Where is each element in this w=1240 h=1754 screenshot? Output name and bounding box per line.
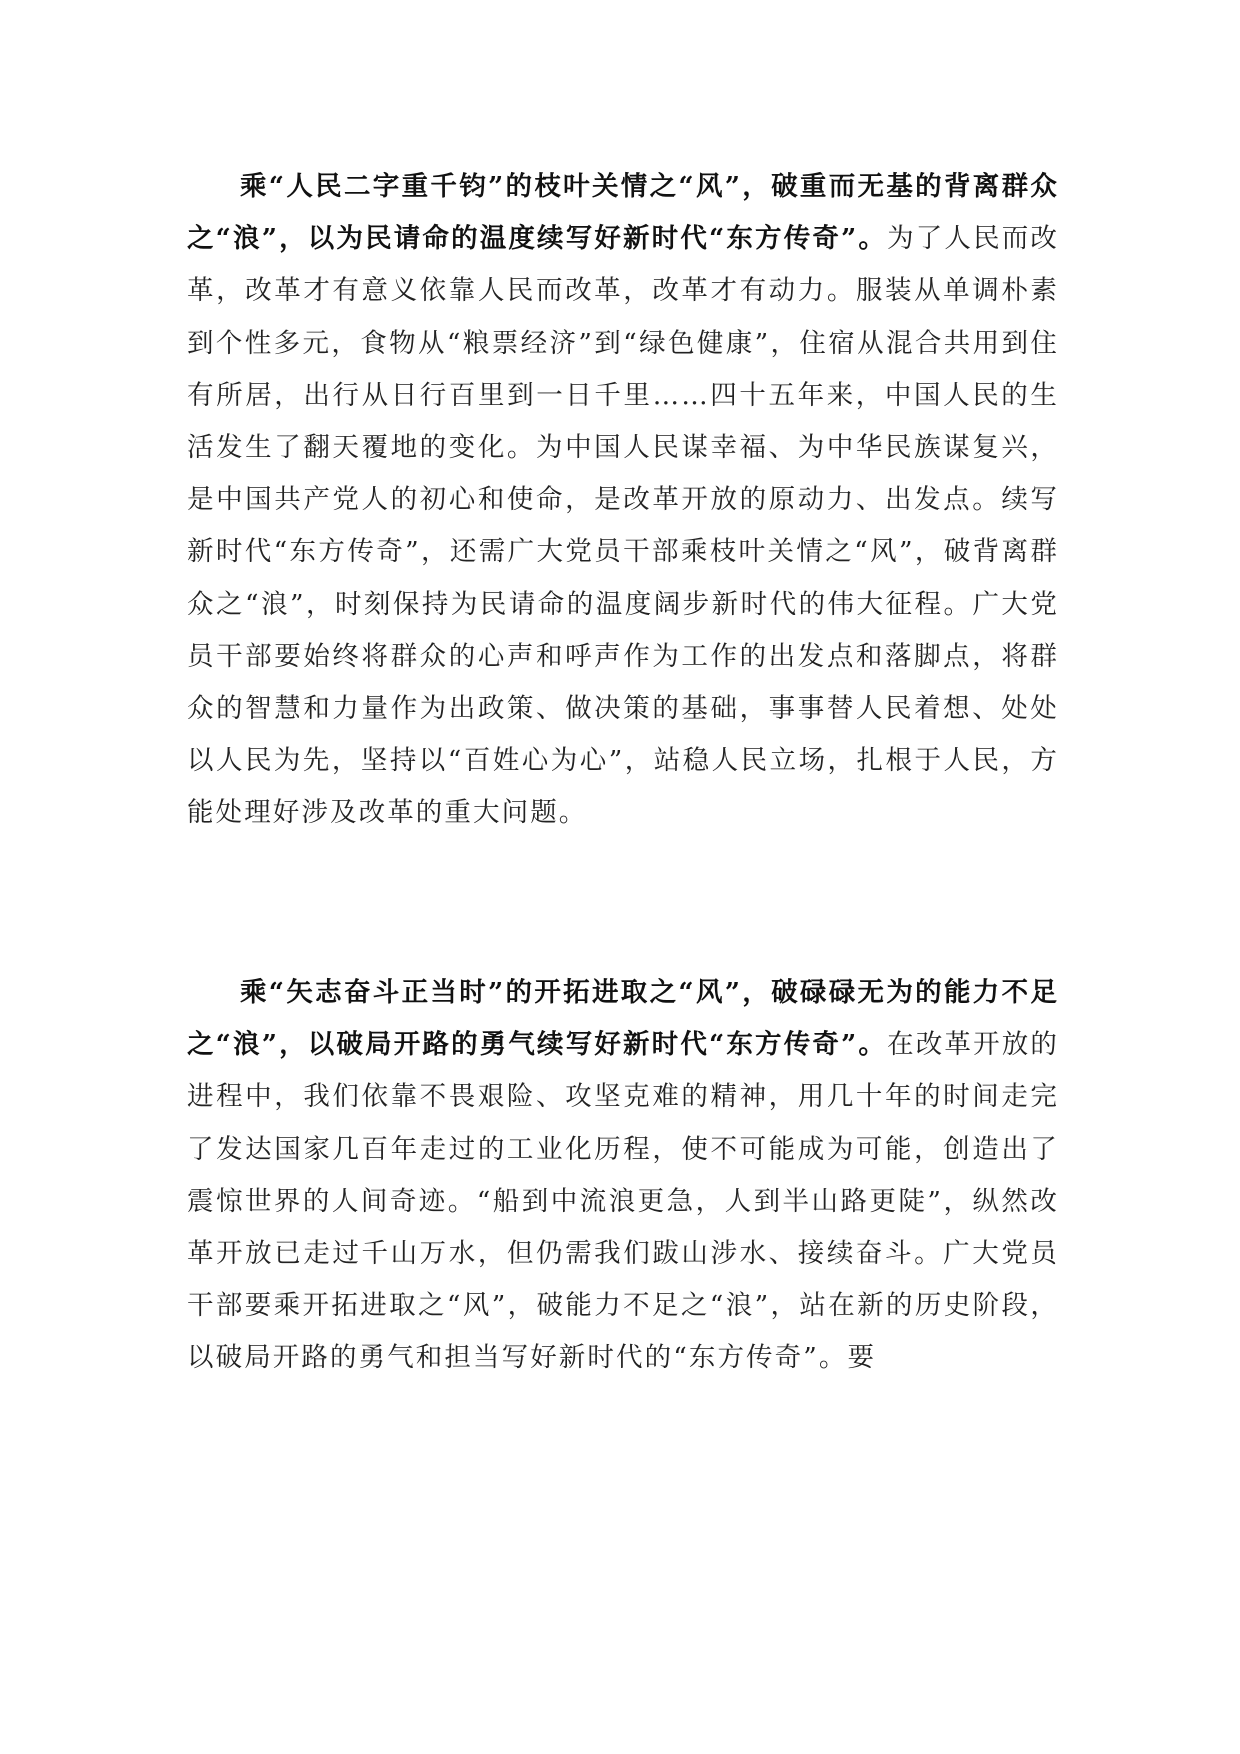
paragraph-pioneering (187, 967, 1059, 1385)
paragraph-lead-sentence: 乘“人民二字重千钧”的枝叶关情之“风”，破重而无基的背离群众之“浪”，以为民请命的温度续写好新时代“东方传奇”。 (187, 171, 1059, 255)
paragraph-people-centered (187, 161, 1059, 840)
paragraph-lead-sentence: 乘“矢志奋斗正当时”的开拓进取之“风”，破碌碌无为的能力不足之“浪”，以破局开路的勇气续写好新时代“东方传奇”。 (187, 977, 1059, 1061)
paragraph-body-text: 在改革开放的进程中，我们依靠不畏艰险、攻坚克难的精神，用几十年的时间走完了发达国家几百年走过的工业化历程，使不可能成为可能，创造出了震惊世界的人间奇迹。“船到中流浪更急，人到半山路更陡”，纵然改革开放已走过千山万水，但仍需我们跋山涉水、接续奋斗。广大党员干部要乘开拓进取之“风”，破能力不足之“浪”，站在新的历史阶段，以破局开路的勇气和担当写好新时代的“东方传奇”。要 (187, 1029, 1059, 1374)
paragraph-body-text: 为了人民而改革，改革才有意义依靠人民而改革，改革才有动力。服装从单调朴素到个性多元，食物从“粮票经济”到“绿色健康”，住宿从混合共用到住有所居，出行从日行百里到一日千里……四十五年来，中国人民的生活发生了翻天覆地的变化。为中国人民谋幸福、为中华民族谋复兴，是中国共产党人的初心和使命，是改革开放的原动力、出发点。续写新时代“东方传奇”，还需广大党员干部乘枝叶关情之“风”，破背离群众之“浪”，时刻保持为民请命的温度阔步新时代的伟大征程。广大党员干部要始终将群众的心声和呼声作为工作的出发点和落脚点，将群众的智慧和力量作为出政策、做决策的基础，事事替人民着想、处处以人民为先，坚持以“百姓心为心”，站稳人民立场，扎根于人民，方能处理好涉及改革的重大问题。 (187, 223, 1059, 829)
